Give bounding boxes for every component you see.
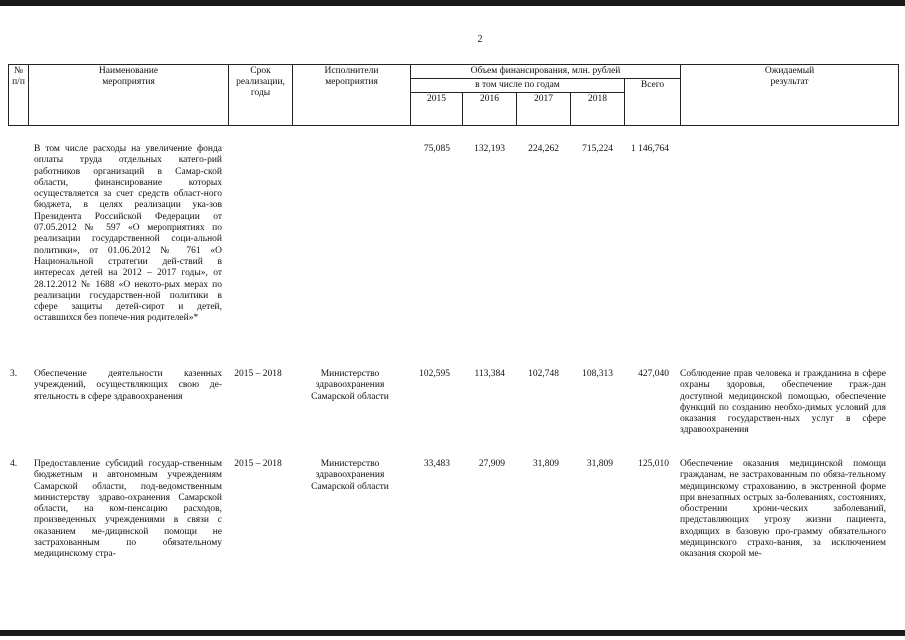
row-1-num: 3.	[10, 369, 18, 379]
row-1-name: Обеспечение деятельности казенных учреждений, осуществляющих свою де-ятельность в сфере здравоохранения	[34, 369, 222, 402]
row-2-num: 4.	[10, 459, 18, 469]
row-2-executor: Министерство здравоохранения Самарской области	[311, 459, 389, 492]
row-1-2016: 113,384	[474, 369, 505, 379]
header-num: № п/п	[9, 65, 29, 126]
row-2-result: Обеспечение оказания медицинской помощи гражданам, не застрахованным по обяза-тельному медицинскому страхованию, в экстренной форме при внезапных острых за-болеваниях, состояниях, обострении хрони-ческих заболеваний, представляющих угрозу жизни пациента, входящих в базовую про-грамму обязательного медицинского страхо-вания, за исключением оказания скорой ме-	[680, 459, 886, 560]
row-2-name: Предоставление субсидий государ-ственным бюджетным и автономным учреждениям Самарской области, под-ведомственным министерству здраво-охранения Самарской области, на ком-пенсацию расходов, произведенных учреждениями в связи с оказанием ме-дицинской помощи не застрахованным по обязательному медицинскому стра-	[34, 459, 222, 560]
row-1-term: 2015 – 2018	[234, 369, 282, 379]
header-result: Ожидаемый результат	[681, 65, 899, 126]
header-term: Срок реализации, годы	[229, 65, 293, 126]
row-1-2015: 102,595	[419, 369, 450, 379]
header-by-years: в том числе по годам	[411, 79, 625, 93]
header-year-2015: 2015	[411, 93, 463, 126]
header-finance: Объем финансирования, млн. рублей	[411, 65, 681, 79]
header-year-2016: 2016	[463, 93, 517, 126]
header-name: Наименование мероприятия	[29, 65, 229, 126]
row-2-2017: 31,809	[532, 459, 559, 469]
row-1-total: 427,040	[638, 369, 669, 379]
row-0-name: В том числе расходы на увеличение фонда оплаты труда отдельных катего-рий работников организаций в Самар-ской области, финансирование которых осуществляется за счет средств област-ного бюджета, в целях реализации ука-зов Президента Российской Федерации от 07.05.2012 № 597 «О мероприятиях по реализации государственной соци-альной политики», от 01.06.2012 № 761 «О Национальной стратегии дей-ствий в интересах детей на 2012 – 2017 годы», от 28.12.2012 № 1688 «О некото-рых мерах по реализации государствен-ной политики в сфере защиты детей-сирот и детей, оставшихся без попече-ния родителей»*	[34, 144, 222, 324]
row-1-result: Соблюдение прав человека и гражданина в сфере охраны здоровья, обеспечение граж-дан доступной медицинской помощью, обеспечение функций по созданию необхо-димых условий для оказания государствен-ных услуг в сфере здравоохранения	[680, 369, 886, 436]
row-2-total: 125,010	[638, 459, 669, 469]
row-2-term: 2015 – 2018	[234, 459, 282, 469]
row-0-total: 1 146,764	[631, 144, 669, 154]
row-2-2016: 27,909	[478, 459, 505, 469]
row-0-2018: 715,224	[582, 144, 613, 154]
table-header	[8, 64, 899, 126]
header-year-2018: 2018	[571, 93, 625, 126]
header-total: Всего	[625, 79, 681, 126]
row-2-2015: 33,483	[423, 459, 450, 469]
row-0-2017: 224,262	[528, 144, 559, 154]
row-1-executor: Министерство здравоохранения Самарской области	[311, 369, 389, 402]
bottom-edge-bar	[0, 630, 905, 636]
row-0-2016: 132,193	[474, 144, 505, 154]
header-year-2017: 2017	[517, 93, 571, 126]
row-1-2017: 102,748	[528, 369, 559, 379]
row-0-2015: 75,085	[423, 144, 450, 154]
top-edge-bar	[0, 0, 905, 6]
row-2-2018: 31,809	[586, 459, 613, 469]
page-number: 2	[477, 34, 483, 45]
header-executors: Исполнители мероприятия	[293, 65, 411, 126]
row-1-2018: 108,313	[582, 369, 613, 379]
